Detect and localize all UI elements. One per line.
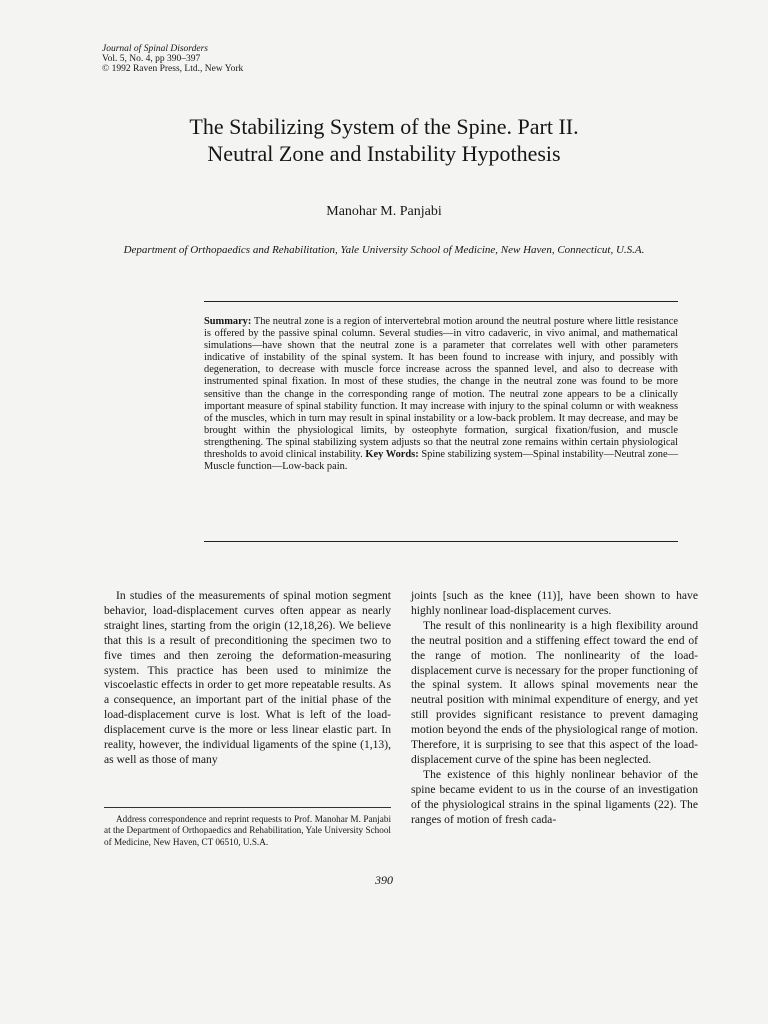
body-column-right [411, 589, 698, 828]
summary-text: The neutral zone is a region of intervertebral motion around the neutral posture where little resistance is offered by the passive spinal column. Several studies—in vitro cadaveric, in vivo animal, and mathematical simulations—have shown that the neutral zone is a parameter that correlates well with other parameters indicative of instability of the spinal system. It has been found to increase with injury, and possibly with degeneration, to decrease with muscle force increase across the spanned level, and also to decrease with instrumented spinal fixation. In most of these studies, the change in the neutral zone was found to be more sensitive than the change in the corresponding range of motion. The neutral zone appears to be a clinically important measure of spinal stability function. It may increase with injury to the spinal column or with weakness of the muscles, which in turn may result in spinal instability or a low-back problem. It may decrease, and may be brought within the physiological limits, by osteophyte formation, surgical fixation/fusion, and muscle strengthening. The spinal stabilizing system adjusts so that the neutral zone remains within certain physiological thresholds to avoid clinical instability. [204, 316, 678, 461]
footnote [104, 814, 391, 848]
footnote-rule [104, 807, 391, 808]
footnote-text: Address correspondence and reprint requests to Prof. Manohar M. Panjabi at the Department of Orthopaedics and Rehabilitation, Yale University School of Medicine, New Haven, CT 06510, U.S.A. [104, 814, 391, 847]
title-line-1: The Stabilizing System of the Spine. Part II. [189, 114, 579, 139]
journal-copyright: © 1992 Raven Press, Ltd., New York [102, 64, 244, 74]
keywords-label: Key Words: [365, 449, 419, 461]
article-title [0, 113, 768, 167]
paragraph: In studies of the measurements of spinal motion segment behavior, load-displacement curves often appear as nearly straight lines, starting from the origin (12,18,26). We believe that this is a result of preconditioning the specimen two to five times and then zeroing the deformation-measuring system. This practice has been used to minimize the viscoelastic effects in order to get more repeatable results. As a consequence, an important part of the initial phase of the load-displacement curve is lost. What is left of the load-displacement curve is the more or less linear elastic part. In reality, however, the individual ligaments of the spine (1,13), as well as those of many [104, 589, 391, 766]
paragraph: joints [such as the knee (11)], have been shown to have highly nonlinear load-displacement curves. [411, 589, 698, 617]
title-line-2: Neutral Zone and Instability Hypothesis [207, 141, 561, 166]
journal-volume: Vol. 5, No. 4, pp 390–397 [102, 54, 201, 64]
summary-block [204, 316, 678, 473]
journal-header [102, 44, 243, 74]
summary-top-rule [204, 301, 678, 302]
paragraph: The existence of this highly nonlinear behavior of the spine became evident to us in the course of an investigation of the physiological strains in the spinal ligaments (22). The ranges of motion of fresh cada- [411, 767, 698, 826]
paragraph: The result of this nonlinearity is a high flexibility around the neutral position and a stiffening effect toward the end of the range of motion. The nonlinearity of the load-displacement curve is necessary for the proper functioning of the spinal system. It allows spinal movements near the neutral position with minimal expenditure of energy, and yet still provides significant resistance to prevent damaging motion beyond the ends of the physiological range of motion. Therefore, it is surprising to see that this aspect of the load-displacement curve of the spine has been neglected. [411, 618, 698, 766]
summary-bottom-rule [204, 541, 678, 542]
page-number: 390 [375, 873, 393, 887]
author-name: Manohar M. Panjabi [326, 204, 442, 219]
journal-name: Journal of Spinal Disorders [102, 44, 208, 54]
body-column-left [104, 589, 391, 768]
summary-label: Summary: [204, 316, 252, 327]
author-affiliation: Department of Orthopaedics and Rehabilitation, Yale University School of Medicine, New Haven, Connecticut, U.S.A. [123, 244, 645, 256]
keywords-text: Spine stabilizing system—Spinal instability—Neutral zone—Muscle function—Low-back pain. [204, 449, 678, 473]
